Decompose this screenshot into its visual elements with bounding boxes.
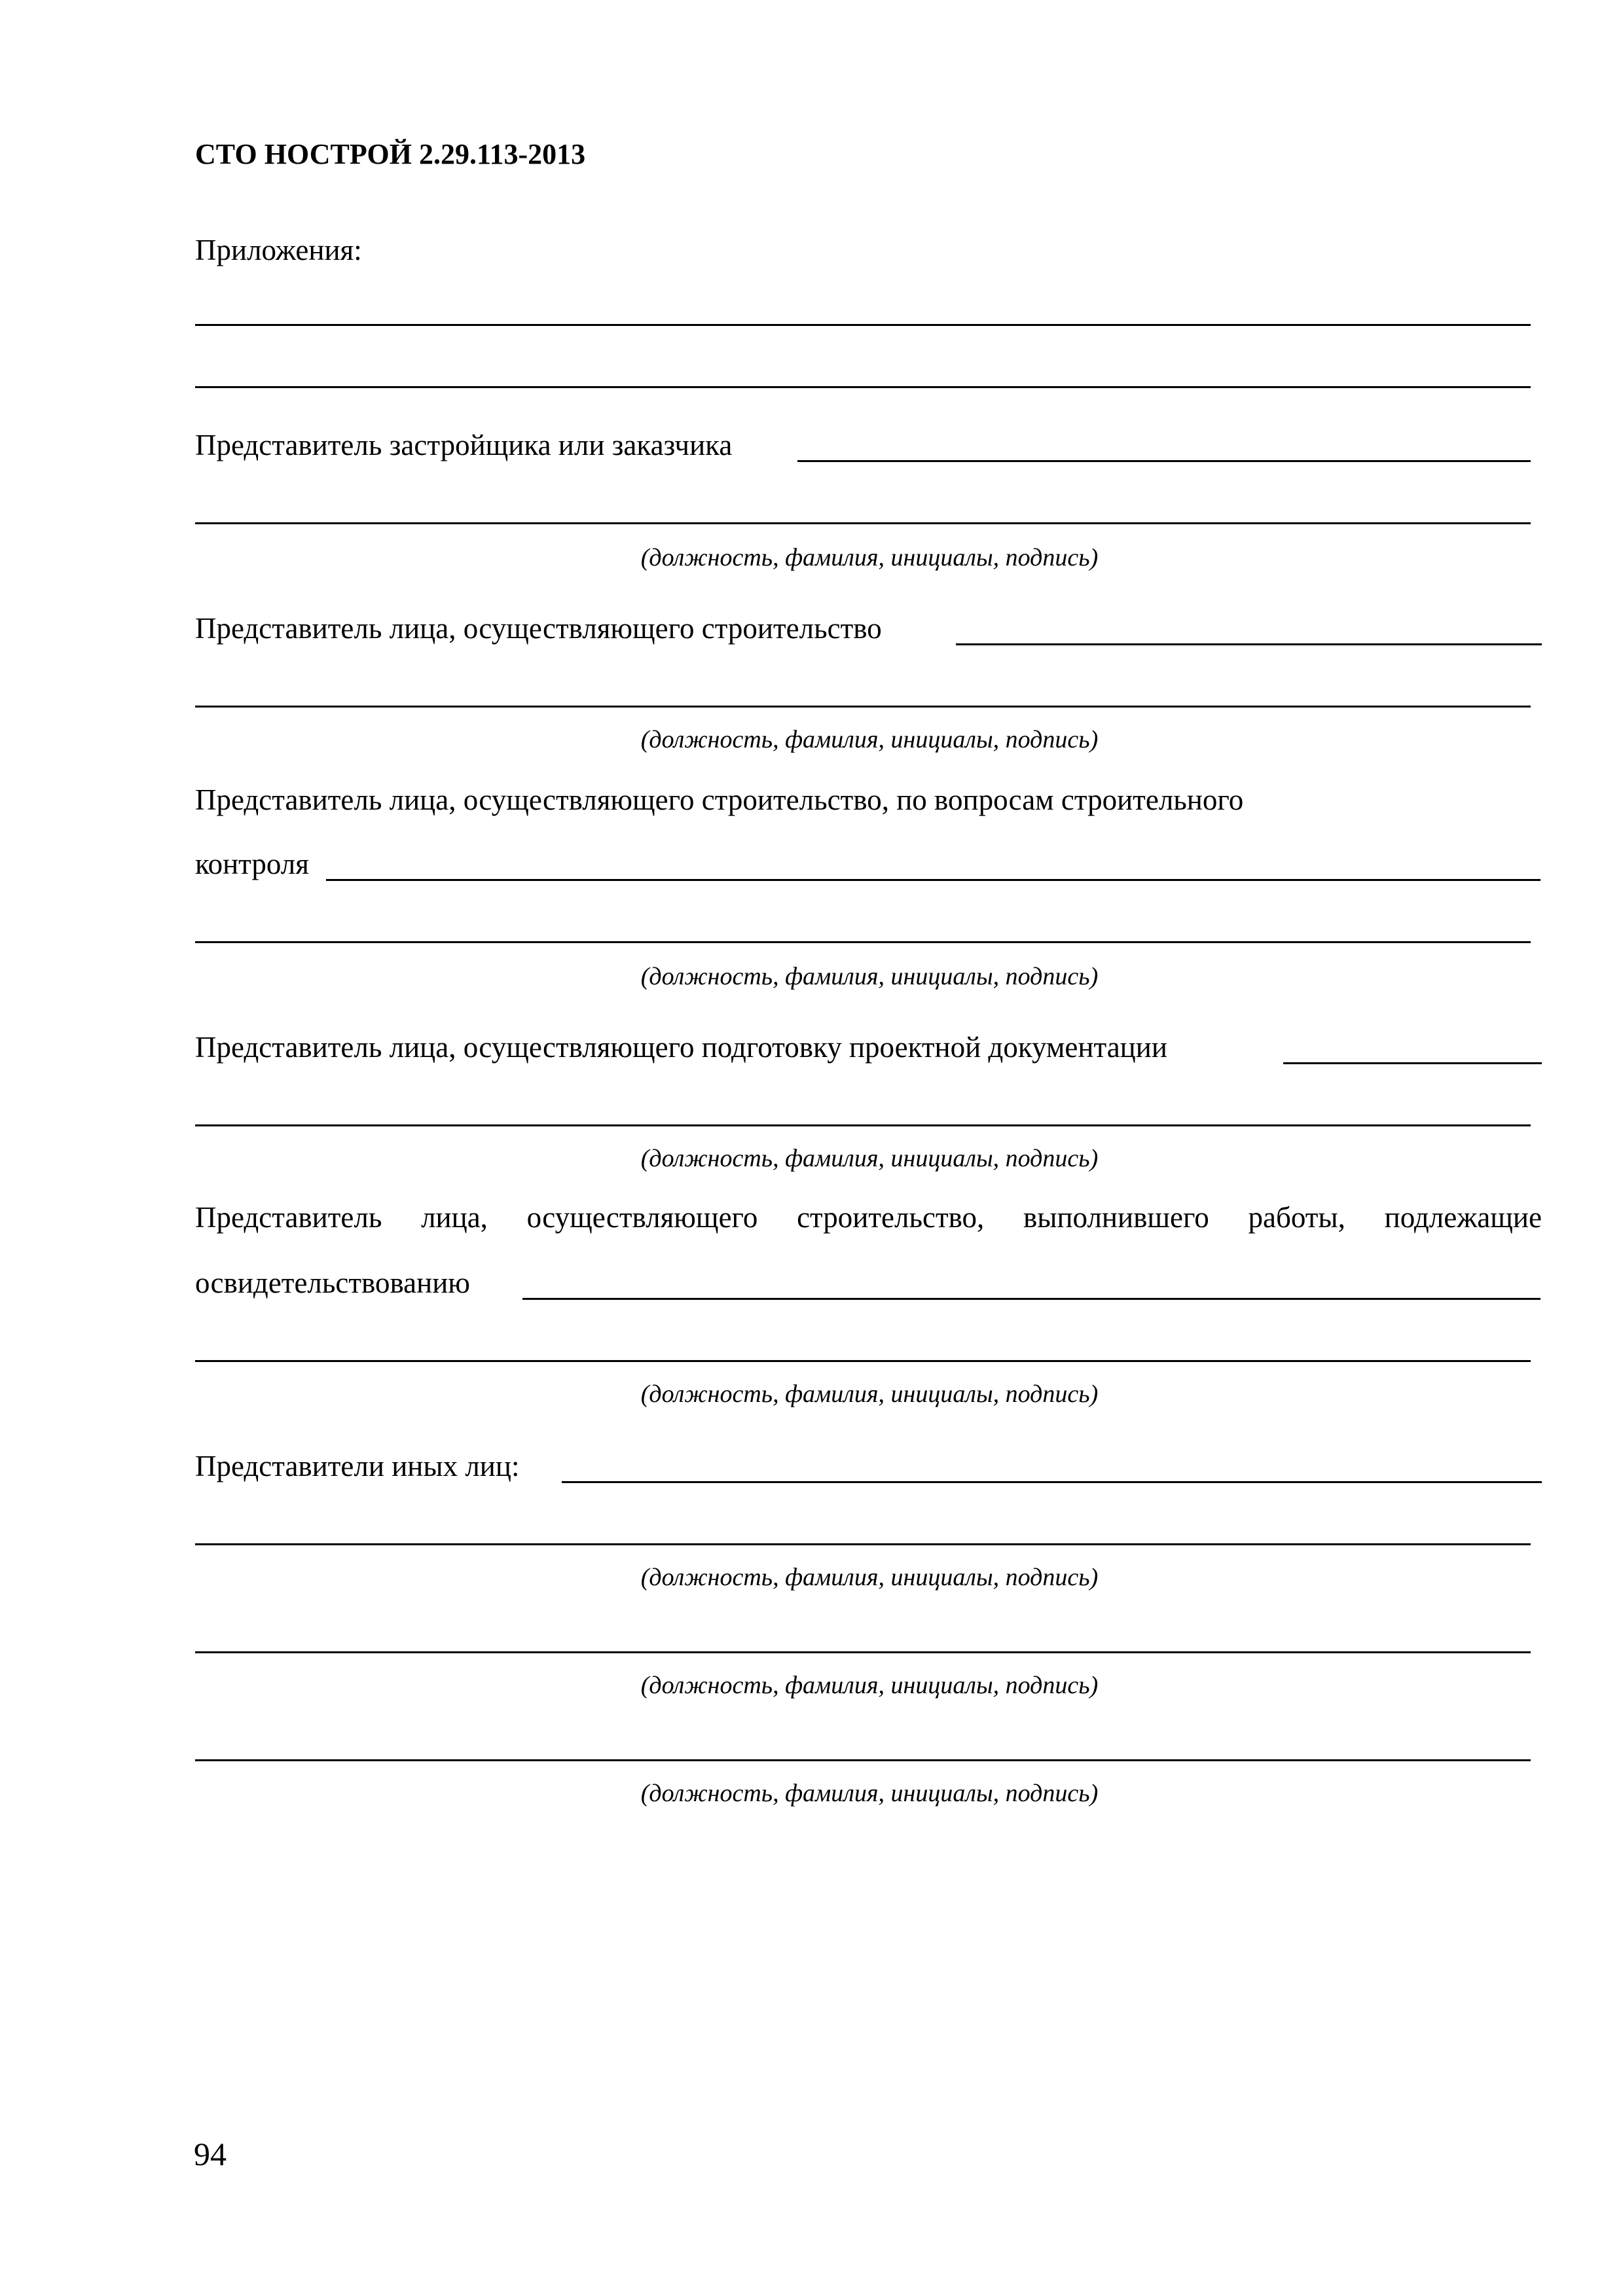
developer-representative-label: Представитель застройщика или заказчика [195, 429, 733, 461]
design-signature-line[interactable] [195, 1124, 1531, 1126]
control-representative-label-cont: контроля [195, 848, 309, 880]
works-signature-line[interactable] [195, 1360, 1531, 1362]
design-representative-field[interactable] [1283, 1062, 1542, 1064]
document-code-header: СТО НОСТРОЙ 2.29.113-2013 [195, 138, 586, 170]
works-representative-label: Представитель лица, осуществляющего строительство, выполнившего работы, подлежащие [195, 1201, 1542, 1234]
attachments-label: Приложения: [195, 234, 362, 266]
signature-caption: (должность, фамилия, инициалы, подпись) [640, 1672, 1099, 1699]
attachments-line-2[interactable] [195, 386, 1531, 388]
others-signature-line-1[interactable] [195, 1543, 1531, 1545]
others-signature-line-3[interactable] [195, 1759, 1531, 1761]
signature-caption: (должность, фамилия, инициалы, подпись) [640, 726, 1099, 753]
control-signature-line[interactable] [195, 941, 1531, 943]
builder-signature-line[interactable] [195, 706, 1531, 708]
design-representative-label: Представитель лица, осуществляющего подготовку проектной документации [195, 1031, 1167, 1064]
signature-caption: (должность, фамилия, инициалы, подпись) [640, 1780, 1099, 1807]
attachments-line-1[interactable] [195, 324, 1531, 326]
works-representative-field[interactable] [522, 1298, 1541, 1300]
works-representative-label-cont: освидетельствованию [195, 1266, 470, 1299]
others-signature-line-2[interactable] [195, 1651, 1531, 1653]
builder-representative-field[interactable] [956, 643, 1542, 645]
others-representatives-label: Представители иных лиц: [195, 1450, 520, 1482]
others-representatives-field[interactable] [562, 1481, 1542, 1483]
signature-caption: (должность, фамилия, инициалы, подпись) [640, 963, 1099, 990]
builder-representative-label: Представитель лица, осуществляющего строительство [195, 612, 882, 645]
developer-signature-line[interactable] [195, 522, 1531, 524]
control-representative-label: Представитель лица, осуществляющего строительство, по вопросам строительного [195, 783, 1244, 816]
signature-caption: (должность, фамилия, инициалы, подпись) [640, 1145, 1099, 1172]
signature-caption: (должность, фамилия, инициалы, подпись) [640, 1564, 1099, 1591]
developer-representative-field[interactable] [797, 460, 1531, 462]
signature-caption: (должность, фамилия, инициалы, подпись) [640, 1380, 1099, 1408]
signature-caption: (должность, фамилия, инициалы, подпись) [640, 544, 1099, 571]
control-representative-field[interactable] [326, 879, 1541, 881]
page-number: 94 [194, 2136, 227, 2172]
